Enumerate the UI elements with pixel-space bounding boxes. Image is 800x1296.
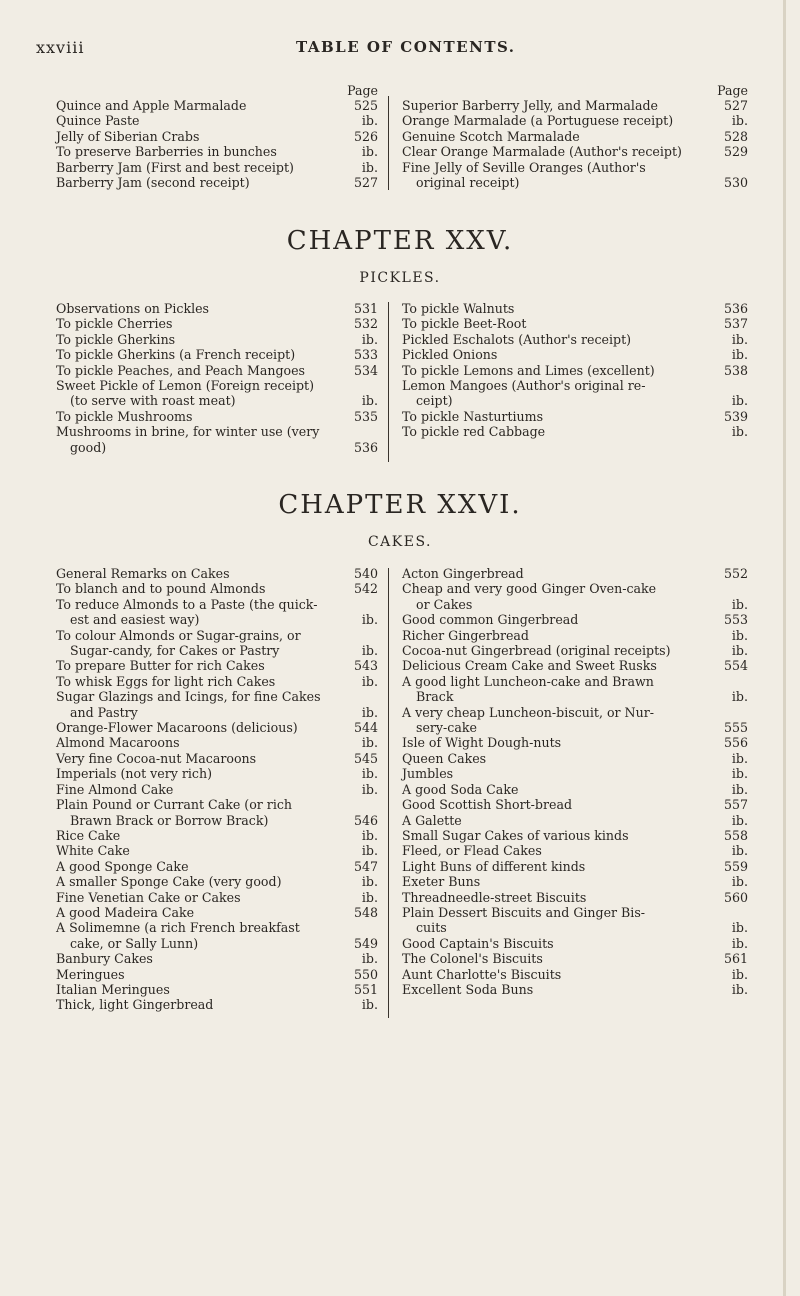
contents-entry	[402, 393, 748, 408]
contents-entry	[402, 936, 748, 951]
entry-title: Excellent Soda Buns	[402, 981, 534, 997]
contents-entry	[402, 175, 748, 190]
entry-page-number: ib.	[361, 393, 378, 409]
entry-page-number: ib.	[731, 781, 748, 797]
entry-page-number: ib.	[731, 347, 748, 363]
entry-title: Threadneedle-street Biscuits	[402, 889, 587, 905]
entry-page-number: ib.	[361, 704, 378, 720]
contents-entry	[56, 643, 378, 658]
entry-title: Superior Barberry Jelly, and Marmalade	[402, 98, 658, 113]
entry-title: Clear Orange Marmalade (Author's receipt)	[402, 144, 682, 160]
entry-page-number: ib.	[731, 750, 748, 766]
contents-entry	[402, 735, 748, 750]
contents-entry	[402, 905, 748, 920]
contents-entry	[56, 160, 378, 175]
contents-entry	[402, 332, 748, 347]
entry-title: ceipt)	[416, 393, 453, 409]
entry-title: Imperials (not very rich)	[56, 766, 212, 782]
entry-title: Aunt Charlotte's Biscuits	[402, 966, 562, 982]
contents-column-cakes-right	[402, 566, 748, 997]
contents-entry	[402, 967, 748, 982]
contents-entry	[402, 581, 748, 596]
entry-page-number: 530	[723, 175, 748, 191]
contents-entry	[56, 920, 378, 935]
entry-title: Queen Cakes	[402, 750, 487, 766]
entry-title: original receipt)	[416, 175, 520, 191]
entry-page-number: ib.	[361, 612, 378, 628]
entry-title: Light Buns of different kinds	[402, 858, 586, 874]
entry-title: and Pastry	[70, 704, 138, 720]
entry-title: Brack	[416, 689, 454, 705]
page-column-label: Page	[347, 83, 378, 98]
contents-entry	[56, 982, 378, 997]
contents-entry	[402, 316, 748, 331]
contents-entry	[56, 936, 378, 951]
entry-title: A smaller Sponge Cake (very good)	[56, 874, 282, 890]
entry-title: To pickle Beet-Root	[402, 316, 527, 332]
contents-entry	[402, 98, 748, 113]
entry-title: Banbury Cakes	[56, 951, 153, 967]
entry-title: A Galette	[402, 812, 462, 828]
contents-entry	[56, 347, 378, 362]
entry-title: The Colonel's Biscuits	[402, 951, 543, 967]
contents-entry	[402, 144, 748, 159]
entry-title: To prepare Butter for rich Cakes	[56, 658, 265, 674]
entry-page-number: ib.	[361, 827, 378, 843]
entry-page-number: 553	[723, 612, 748, 628]
entry-page-number: 550	[353, 966, 378, 982]
contents-entry	[402, 689, 748, 704]
entry-title: or Cakes	[416, 596, 473, 612]
entry-title: A Solimemne (a rich French breakfast	[56, 920, 300, 936]
running-title: TABLE OF CONTENTS.	[296, 38, 516, 56]
contents-entry	[402, 643, 748, 658]
contents-entry	[56, 828, 378, 843]
entry-title: Meringues	[56, 966, 125, 982]
entry-title: To pickle Mushrooms	[56, 408, 193, 424]
contents-entry	[402, 129, 748, 144]
entry-title: To pickle Gherkins (a French receipt)	[56, 347, 296, 363]
entry-page-number: 549	[353, 935, 378, 951]
entry-title: General Remarks on Cakes	[56, 566, 230, 581]
entry-title: cuits	[416, 920, 447, 936]
contents-entry	[56, 874, 378, 889]
contents-entry	[402, 424, 748, 439]
entry-title: Fine Jelly of Seville Oranges (Author's	[402, 159, 646, 175]
entry-page-number: 535	[353, 408, 378, 424]
contents-entry	[56, 301, 378, 316]
contents-entry	[56, 705, 378, 720]
entry-page-number: 542	[353, 581, 378, 597]
entry-page-number: ib.	[731, 935, 748, 951]
contents-entry	[402, 674, 748, 689]
entry-page-number: 525	[353, 98, 378, 113]
entry-title: Cheap and very good Ginger Oven-cake	[402, 581, 657, 597]
entry-page-number: 554	[723, 658, 748, 674]
contents-entry	[56, 409, 378, 424]
entry-page-number: 546	[353, 812, 378, 828]
contents-entry	[56, 859, 378, 874]
entry-page-number: 540	[353, 566, 378, 581]
entry-page-number: 526	[353, 128, 378, 144]
entry-title: A good Soda Cake	[402, 781, 519, 797]
chapter-heading: CHAPTER XXVI.	[278, 490, 522, 520]
contents-entry	[56, 144, 378, 159]
entry-title: Fine Venetian Cake or Cakes	[56, 889, 241, 905]
entry-title: Orange Marmalade (a Portuguese receipt)	[402, 113, 674, 129]
entry-title: To colour Almonds or Sugar-grains, or	[56, 627, 301, 643]
contents-entry	[402, 363, 748, 378]
entry-title: Barberry Jam (second receipt)	[56, 175, 250, 191]
contents-entry	[402, 378, 748, 393]
contents-entry	[56, 843, 378, 858]
entry-page-number: ib.	[361, 889, 378, 905]
entry-page-number: 548	[353, 904, 378, 920]
contents-entry	[56, 967, 378, 982]
contents-entry	[56, 378, 378, 393]
entry-title: To reduce Almonds to a Paste (the quick-	[56, 596, 318, 612]
contents-entry	[56, 689, 378, 704]
contents-entry	[56, 735, 378, 750]
contents-entry	[402, 843, 748, 858]
entry-title: Good Captain's Biscuits	[402, 935, 554, 951]
entry-page-number: ib.	[731, 627, 748, 643]
entry-page-number: 531	[353, 301, 378, 316]
contents-entry	[402, 766, 748, 781]
contents-entry	[56, 363, 378, 378]
contents-entry	[56, 98, 378, 113]
entry-title: Brawn Brack or Borrow Brack)	[70, 812, 269, 828]
contents-entry	[402, 859, 748, 874]
contents-entry	[56, 782, 378, 797]
contents-entry	[56, 720, 378, 735]
contents-entry	[402, 301, 748, 316]
contents-entry	[402, 890, 748, 905]
entry-title: Sugar Glazings and Icings, for fine Cakes	[56, 689, 321, 705]
entry-title: A good Sponge Cake	[56, 858, 189, 874]
entry-title: Fleed, or Flead Cakes	[402, 843, 542, 859]
entry-page-number: 559	[723, 858, 748, 874]
entry-title: Genuine Scotch Marmalade	[402, 128, 580, 144]
contents-entry	[56, 658, 378, 673]
page-folio: xxviii	[36, 38, 85, 57]
entry-title: Pickled Eschalots (Author's receipt)	[402, 331, 632, 347]
entry-page-number: 557	[723, 797, 748, 813]
entry-page-number: ib.	[731, 874, 748, 890]
contents-entry	[402, 597, 748, 612]
entry-title: Good common Gingerbread	[402, 612, 579, 628]
entry-title: est and easiest way)	[70, 612, 200, 628]
entry-page-number: ib.	[731, 643, 748, 659]
entry-page-number: ib.	[361, 144, 378, 160]
contents-entry	[402, 751, 748, 766]
contents-entry	[56, 797, 378, 812]
entry-title: To preserve Barberries in bunches	[56, 144, 277, 160]
entry-title: Observations on Pickles	[56, 301, 210, 316]
entry-title: Rice Cake	[56, 827, 121, 843]
contents-entry	[56, 612, 378, 627]
entry-title: Jelly of Siberian Crabs	[56, 128, 200, 144]
entry-title: Isle of Wight Dough-nuts	[402, 735, 562, 751]
contents-entry	[56, 628, 378, 643]
contents-entry	[56, 175, 378, 190]
entry-title: Richer Gingerbread	[402, 627, 529, 643]
entry-title: To pickle red Cabbage	[402, 424, 546, 440]
contents-entry	[402, 951, 748, 966]
entry-page-number: ib.	[731, 966, 748, 982]
entry-page-number: 551	[353, 981, 378, 997]
contents-entry	[56, 129, 378, 144]
contents-entry	[402, 982, 748, 997]
entry-title: Italian Meringues	[56, 981, 170, 997]
contents-entry	[56, 440, 378, 455]
entry-title: Lemon Mangoes (Author's original re-	[402, 378, 646, 394]
entry-title: sery-cake	[416, 720, 477, 736]
entry-page-number: 529	[723, 144, 748, 160]
entry-page-number: 552	[723, 566, 748, 581]
entry-title: To blanch and to pound Almonds	[56, 581, 266, 597]
entry-title: Acton Gingerbread	[402, 566, 524, 581]
entry-page-number: ib.	[361, 843, 378, 859]
entry-title: To pickle Nasturtiums	[402, 408, 544, 424]
contents-entry	[56, 951, 378, 966]
entry-page-number: ib.	[731, 113, 748, 129]
contents-entry	[402, 347, 748, 362]
contents-entry	[402, 782, 748, 797]
contents-entry	[402, 813, 748, 828]
entry-title: To pickle Peaches, and Peach Mangoes	[56, 362, 306, 378]
contents-entry	[56, 581, 378, 596]
entry-page-number: 560	[723, 889, 748, 905]
column-divider	[388, 568, 389, 1018]
entry-title: To pickle Cherries	[56, 316, 173, 332]
entry-page-number: 556	[723, 735, 748, 751]
entry-page-number: ib.	[731, 424, 748, 440]
entry-title: To pickle Gherkins	[56, 331, 176, 347]
contents-entry	[56, 813, 378, 828]
contents-entry	[56, 332, 378, 347]
entry-title: Pickled Onions	[402, 347, 498, 363]
entry-page-number: ib.	[361, 997, 378, 1013]
chapter-subheading: CAKES.	[367, 534, 433, 550]
entry-title: White Cake	[56, 843, 130, 859]
entry-page-number: ib.	[361, 673, 378, 689]
contents-entry	[56, 424, 378, 439]
contents-entry	[402, 828, 748, 843]
contents-entry	[56, 316, 378, 331]
entry-page-number: ib.	[361, 781, 378, 797]
entry-page-number: 558	[723, 827, 748, 843]
entry-title: A very cheap Luncheon-biscuit, or Nur-	[402, 704, 654, 720]
contents-column-top-left	[56, 84, 378, 190]
running-header	[36, 38, 756, 68]
entry-page-number: 527	[723, 98, 748, 113]
contents-entry	[56, 766, 378, 781]
entry-page-number: ib.	[361, 159, 378, 175]
entry-title: Quince Paste	[56, 113, 140, 129]
column-divider	[388, 96, 389, 190]
entry-title: A good Madeira Cake	[56, 904, 195, 920]
contents-entry	[402, 113, 748, 128]
contents-entry	[56, 597, 378, 612]
entry-page-number: ib.	[361, 113, 378, 129]
contents-entry	[402, 409, 748, 424]
contents-entry	[56, 566, 378, 581]
contents-column-pickles-left	[56, 301, 378, 455]
contents-entry	[402, 628, 748, 643]
entry-page-number: ib.	[361, 331, 378, 347]
contents-column-pickles-right	[402, 301, 748, 440]
entry-page-number: ib.	[731, 596, 748, 612]
entry-title: Very fine Cocoa-nut Macaroons	[56, 750, 257, 766]
entry-page-number: 538	[723, 362, 748, 378]
entry-title: Sugar-candy, for Cakes or Pastry	[70, 643, 280, 659]
contents-column-top-right	[402, 84, 748, 190]
contents-entry	[56, 997, 378, 1012]
entry-page-number: 532	[353, 316, 378, 332]
entry-page-number: ib.	[731, 920, 748, 936]
entry-page-number: ib.	[361, 735, 378, 751]
contents-entry	[56, 674, 378, 689]
entry-page-number: 544	[353, 720, 378, 736]
entry-title: Mushrooms in brine, for winter use (very	[56, 424, 320, 440]
entry-title: Small Sugar Cakes of various kinds	[402, 827, 629, 843]
contents-entry	[402, 797, 748, 812]
entry-page-number: 534	[353, 362, 378, 378]
contents-entry	[402, 705, 748, 720]
entry-page-number: 527	[353, 175, 378, 191]
entry-page-number: 547	[353, 858, 378, 874]
entry-page-number: ib.	[731, 843, 748, 859]
entry-title: To pickle Lemons and Limes (excellent)	[402, 362, 655, 378]
entry-page-number: ib.	[731, 331, 748, 347]
contents-entry	[402, 566, 748, 581]
entry-title: Thick, light Gingerbread	[56, 997, 214, 1013]
entry-title: cake, or Sally Lunn)	[70, 935, 199, 951]
entry-page-number: 545	[353, 750, 378, 766]
contents-entry	[402, 658, 748, 673]
entry-title: To whisk Eggs for light rich Cakes	[56, 673, 276, 689]
entry-page-number: ib.	[731, 981, 748, 997]
contents-entry	[402, 160, 748, 175]
page-column-label: Page	[717, 83, 748, 98]
entry-page-number: ib.	[361, 643, 378, 659]
entry-page-number: 555	[723, 720, 748, 736]
column-divider	[388, 302, 389, 462]
entry-page-number: ib.	[731, 393, 748, 409]
contents-entry	[56, 113, 378, 128]
entry-page-number: 528	[723, 128, 748, 144]
entry-title: Delicious Cream Cake and Sweet Rusks	[402, 658, 657, 674]
entry-title: good)	[70, 439, 107, 455]
entry-page-number: 539	[723, 408, 748, 424]
contents-column-cakes-left	[56, 566, 378, 1013]
entry-page-number: 543	[353, 658, 378, 674]
entry-page-number: 533	[353, 347, 378, 363]
chapter-heading: CHAPTER XXV.	[286, 226, 514, 256]
entry-page-number: ib.	[731, 766, 748, 782]
entry-title: Fine Almond Cake	[56, 781, 174, 797]
entry-title: Sweet Pickle of Lemon (Foreign receipt)	[56, 378, 315, 394]
contents-entry	[402, 920, 748, 935]
entry-title: Cocoa-nut Gingerbread (original receipts)	[402, 643, 671, 659]
entry-title: Barberry Jam (First and best receipt)	[56, 159, 294, 175]
entry-title: Plain Pound or Currant Cake (or rich	[56, 797, 293, 813]
entry-page-number: ib.	[361, 874, 378, 890]
entry-title: (to serve with roast meat)	[70, 393, 236, 409]
entry-page-number: ib.	[361, 951, 378, 967]
entry-page-number: ib.	[731, 689, 748, 705]
entry-page-number: 537	[723, 316, 748, 332]
contents-entry	[56, 393, 378, 408]
entry-page-number: ib.	[361, 766, 378, 782]
entry-title: Plain Dessert Biscuits and Ginger Bis-	[402, 904, 646, 920]
contents-entry	[56, 751, 378, 766]
entry-title: Almond Macaroons	[56, 735, 180, 751]
page-edge	[783, 0, 786, 1296]
contents-entry	[56, 890, 378, 905]
contents-entry	[402, 874, 748, 889]
entry-page-number: ib.	[731, 812, 748, 828]
entry-title: Good Scottish Short-bread	[402, 797, 573, 813]
entry-title: Jumbles	[402, 766, 454, 782]
entry-page-number: 536	[353, 439, 378, 455]
contents-entry	[402, 612, 748, 627]
entry-page-number: 561	[723, 951, 748, 967]
contents-entry	[56, 905, 378, 920]
chapter-subheading: PICKLES.	[359, 270, 441, 286]
entry-title: Orange-Flower Macaroons (delicious)	[56, 720, 298, 736]
entry-page-number: 536	[723, 301, 748, 316]
entry-title: A good light Luncheon-cake and Brawn	[402, 673, 654, 689]
entry-title: Exeter Buns	[402, 874, 481, 890]
entry-title: To pickle Walnuts	[402, 301, 515, 316]
contents-entry	[402, 720, 748, 735]
entry-title: Quince and Apple Marmalade	[56, 98, 247, 113]
